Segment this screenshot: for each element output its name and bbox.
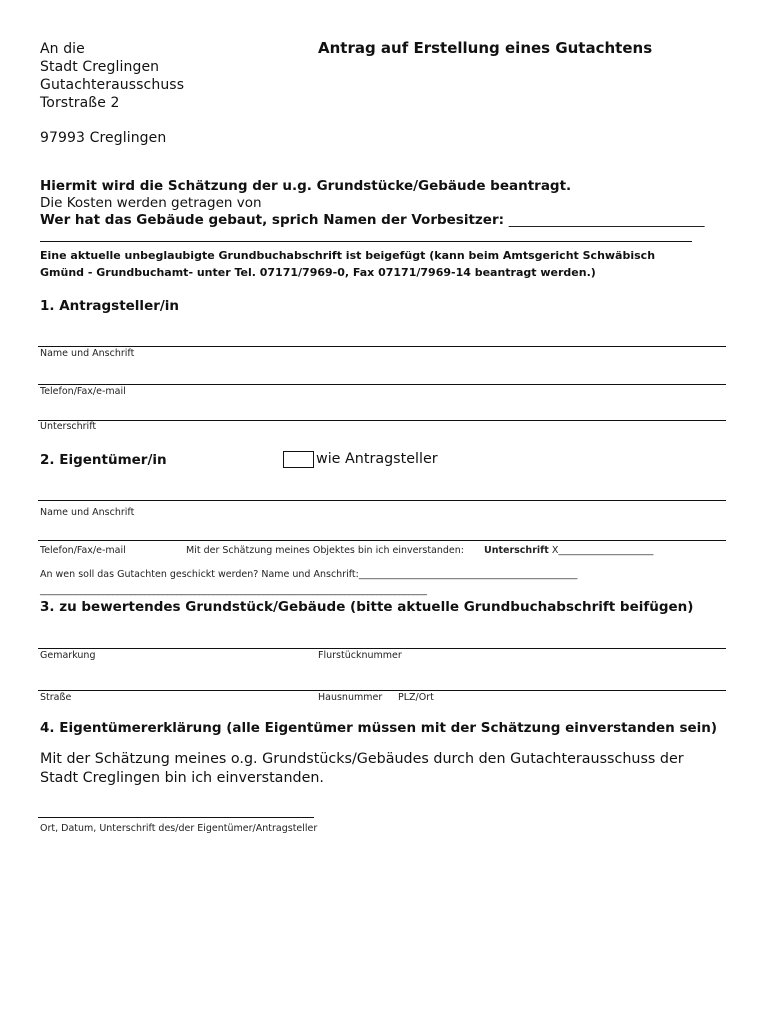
address-line: Torstraße 2 (40, 95, 120, 111)
applicant-name-line[interactable] (38, 346, 726, 347)
section-2-heading: 2. Eigentümer/in (40, 452, 167, 468)
applicant-contact-label: Telefon/Fax/e-mail (40, 386, 126, 397)
owner-consent-text: Mit der Schätzung meines Objektes bin ich einverstanden: (186, 545, 464, 556)
intro-request: Hiermit wird die Schätzung der u.g. Grundstücke/Gebäude beantragt. (40, 178, 572, 194)
previous-owners-field[interactable]: _____________________________ (508, 212, 705, 228)
owner-signature-field[interactable] (484, 545, 653, 556)
parcel-number-label: Flurstücknummer (318, 650, 402, 661)
land-register-notice: Eine aktuelle unbeglaubigte Grundbuchabschrift ist beigefügt (kann beim Amtsgericht Schwäbisch Gmünd - Grundbuchamt- unter Tel. 07171/7969-0, Fax 07171/7969-14 beantragt werden.) (40, 249, 656, 279)
same-as-applicant-label: wie Antragsteller (316, 451, 438, 467)
owner-name-label: Name und Anschrift (40, 507, 135, 518)
street-label: Straße (40, 692, 72, 703)
gemarkung-label: Gemarkung (40, 650, 96, 661)
gemarkung-line[interactable] (38, 648, 726, 649)
applicant-signature-line[interactable] (38, 420, 726, 421)
street-line[interactable] (38, 690, 726, 691)
applicant-signature-label: Unterschrift (40, 421, 97, 432)
address-line: Stadt Creglingen (40, 59, 160, 75)
owner-signature-value: X____________________ (548, 545, 654, 556)
house-number-label: Hausnummer (318, 692, 383, 703)
document-title: Antrag auf Erstellung eines Gutachtens (318, 39, 653, 57)
owner-signature-label: Unterschrift (484, 545, 549, 556)
section-1-heading: 1. Antragsteller/in (40, 298, 180, 314)
previous-owners-line[interactable] (40, 241, 692, 242)
previous-owners-label: Wer hat das Gebäude gebaut, sprich Namen der Vorbesitzer: (40, 212, 509, 228)
applicant-name-label: Name und Anschrift (40, 348, 135, 359)
report-recipient-field[interactable]: An wen soll das Gutachten geschickt werden? Name und Anschrift:______________________________________________ (40, 569, 578, 580)
report-recipient-line-2[interactable]: _____________________________________________________________________________________ (40, 585, 427, 596)
previous-owners-question (40, 212, 704, 228)
owner-contact-label: Telefon/Fax/e-mail (40, 545, 126, 556)
section-4-heading: 4. Eigentümererklärung (alle Eigentümer müssen mit der Schätzung einverstanden sein) (40, 720, 718, 736)
recipient-address (40, 40, 184, 147)
address-line: An die (40, 41, 85, 57)
address-postal-line: 97993 Creglingen (40, 130, 167, 146)
declaration-signature-caption: Ort, Datum, Unterschrift des/der Eigentümer/Antragsteller (40, 823, 318, 834)
address-line: Gutachterausschuss (40, 77, 185, 93)
declaration-signature-line[interactable] (38, 817, 314, 818)
section-3-heading: 3. zu bewertendes Grundstück/Gebäude (bitte aktuelle Grundbuchabschrift beifügen) (40, 599, 694, 615)
applicant-contact-line[interactable] (38, 384, 726, 385)
intro-costs: Die Kosten werden getragen von (40, 195, 262, 211)
postal-city-label: PLZ/Ort (398, 692, 434, 703)
owner-name-line[interactable] (38, 500, 726, 501)
owner-contact-line[interactable] (38, 540, 726, 541)
same-as-applicant-checkbox[interactable] (283, 451, 314, 468)
owner-declaration-text: Mit der Schätzung meines o.g. Grundstücks/Gebäudes durch den Gutachterausschuss der Stadt Creglingen bin ich einverstanden. (40, 751, 684, 786)
